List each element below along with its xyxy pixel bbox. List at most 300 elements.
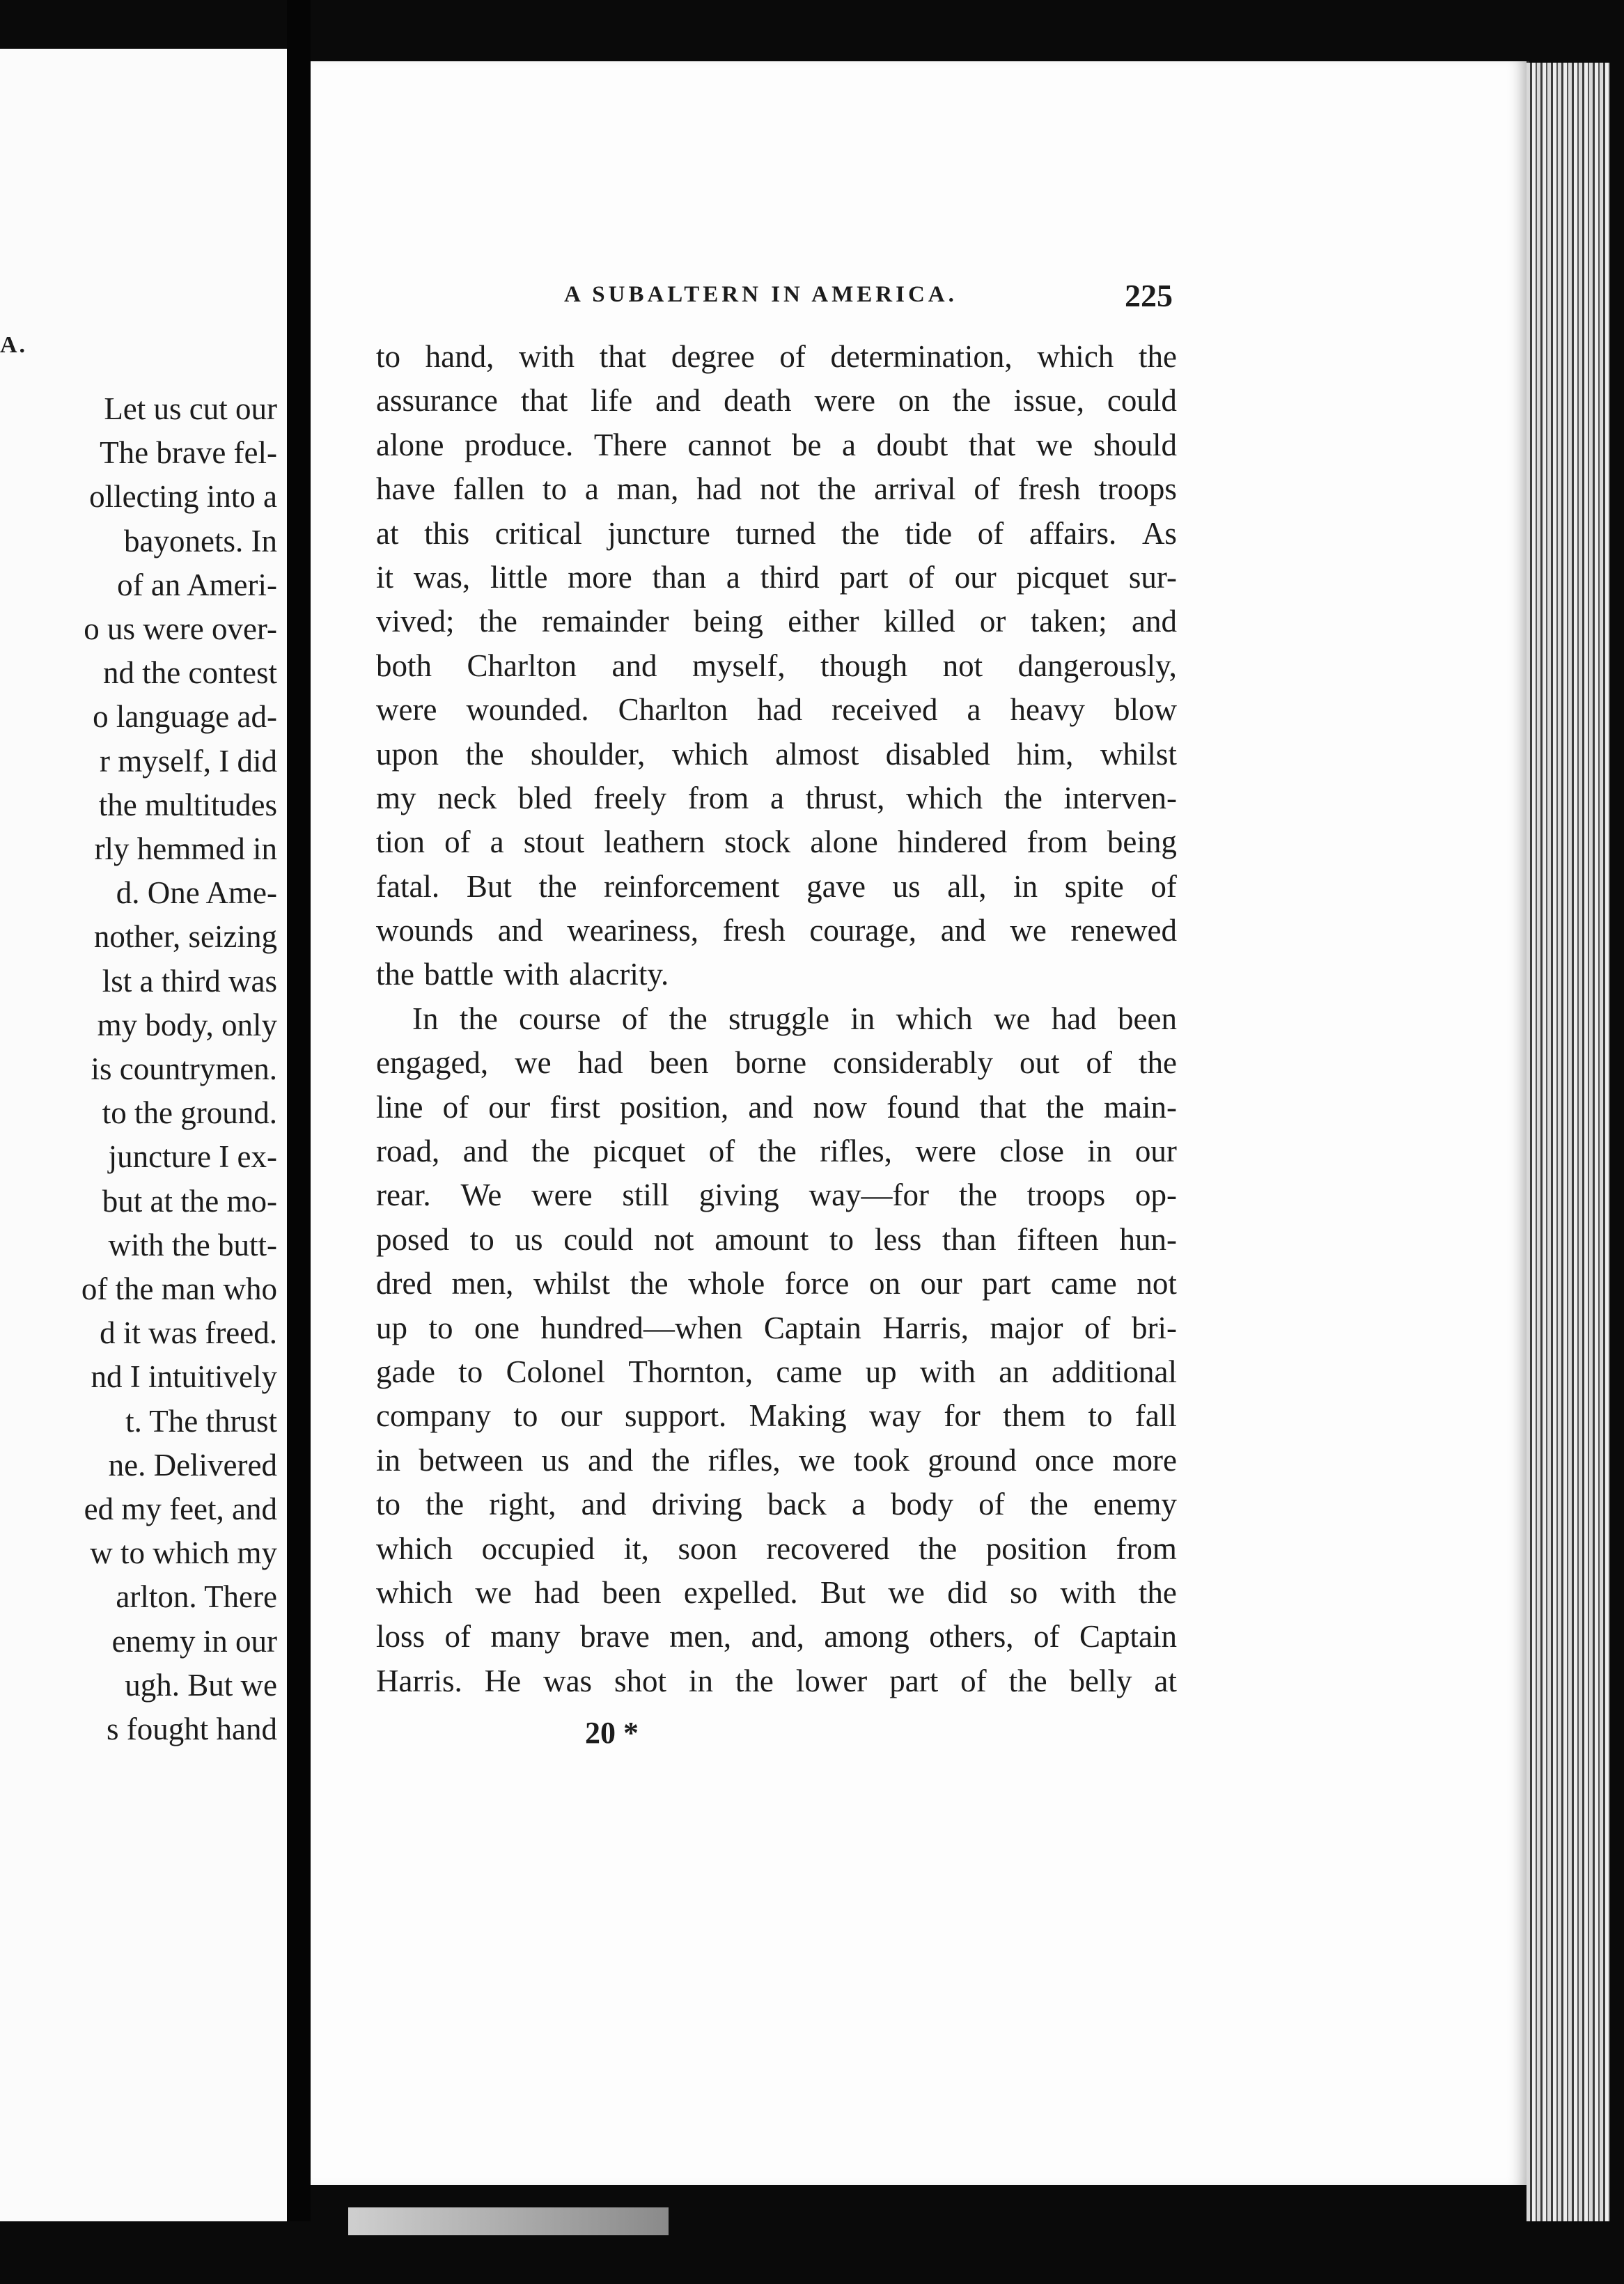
word: which bbox=[1037, 339, 1114, 374]
word: considerably bbox=[833, 1045, 993, 1081]
word: we bbox=[475, 1574, 512, 1610]
word: of bbox=[708, 1134, 735, 1169]
text-line bbox=[376, 824, 1177, 870]
word: that bbox=[599, 339, 647, 374]
word: us bbox=[515, 1221, 543, 1257]
word: our bbox=[954, 559, 997, 595]
word: we bbox=[1010, 913, 1047, 948]
word: which bbox=[376, 1531, 453, 1566]
word: of bbox=[1086, 1045, 1112, 1081]
word: vived; bbox=[376, 604, 455, 639]
word: picquet bbox=[593, 1134, 686, 1169]
word: and bbox=[655, 383, 701, 419]
word: for bbox=[944, 1398, 981, 1434]
word: took bbox=[853, 1442, 909, 1478]
word: of bbox=[1150, 868, 1177, 904]
word: than bbox=[942, 1221, 997, 1257]
word: not bbox=[942, 648, 983, 683]
word: course bbox=[519, 1001, 601, 1036]
word: hun- bbox=[1119, 1221, 1177, 1257]
word: could bbox=[1107, 383, 1177, 419]
word: road, bbox=[376, 1134, 440, 1169]
word: one bbox=[474, 1310, 520, 1345]
word: picquet bbox=[1016, 559, 1109, 595]
word: to bbox=[458, 1354, 483, 1389]
word: lower bbox=[795, 1663, 868, 1698]
word: way—for bbox=[809, 1178, 930, 1213]
left-text-line: s fought hand bbox=[107, 1712, 277, 1746]
word: either bbox=[788, 604, 859, 639]
word: shoulder, bbox=[530, 736, 646, 772]
word: wounds bbox=[376, 913, 474, 948]
book-gutter bbox=[287, 0, 311, 2284]
left-text-line: bayonets. In bbox=[124, 523, 277, 558]
word: company bbox=[376, 1398, 491, 1434]
word: rifles, bbox=[708, 1442, 781, 1478]
word: was bbox=[543, 1663, 593, 1698]
word: less bbox=[874, 1221, 922, 1257]
word: could bbox=[563, 1221, 634, 1257]
word: with bbox=[1060, 1574, 1116, 1610]
text-line bbox=[376, 1400, 1177, 1444]
word: little bbox=[490, 559, 548, 595]
word: thrust, bbox=[805, 780, 885, 815]
word: dangerously, bbox=[1017, 648, 1177, 683]
word: of bbox=[1084, 1310, 1111, 1345]
word: in bbox=[850, 1001, 875, 1036]
left-text-line: The brave fel- bbox=[100, 435, 277, 471]
word: the bbox=[841, 515, 880, 551]
word: men, bbox=[669, 1619, 732, 1655]
left-text-line: nd I intuitively bbox=[91, 1359, 277, 1395]
word: disabled bbox=[885, 736, 990, 772]
left-text-line: rly hemmed in bbox=[94, 831, 277, 866]
word: freely bbox=[593, 780, 667, 815]
word: of bbox=[442, 1089, 469, 1125]
left-text-line: ed my feet, and bbox=[84, 1492, 277, 1526]
word: were bbox=[814, 383, 875, 419]
word: op- bbox=[1134, 1178, 1177, 1213]
left-text-line: to the ground. bbox=[102, 1095, 277, 1131]
word: third bbox=[760, 559, 820, 595]
word: the bbox=[735, 1663, 774, 1698]
text-line bbox=[376, 1047, 1177, 1091]
word: to bbox=[542, 471, 568, 507]
word: produce. bbox=[464, 427, 574, 462]
left-text-line: nd the contest bbox=[103, 655, 277, 691]
word: hundred—when bbox=[540, 1310, 743, 1345]
text-line bbox=[376, 915, 1177, 959]
word: in bbox=[688, 1663, 713, 1698]
left-text-line: my body, only bbox=[97, 1007, 277, 1042]
word: death bbox=[724, 383, 792, 419]
word: from bbox=[1026, 824, 1088, 860]
word: a bbox=[851, 1487, 866, 1522]
text-line bbox=[376, 1310, 1177, 1356]
word: our bbox=[920, 1266, 962, 1301]
word: fall bbox=[1134, 1398, 1177, 1434]
word: it bbox=[376, 559, 394, 595]
word: fresh bbox=[722, 913, 786, 948]
word: both bbox=[376, 648, 432, 683]
word: support. bbox=[625, 1398, 727, 1434]
word: giving bbox=[698, 1178, 779, 1213]
text-line bbox=[376, 559, 1177, 606]
word: up bbox=[376, 1310, 407, 1345]
word: out bbox=[1019, 1045, 1060, 1081]
word: the bbox=[1138, 1574, 1177, 1610]
word: affairs. bbox=[1029, 515, 1117, 551]
text-line bbox=[376, 341, 1177, 385]
word: Captain bbox=[763, 1310, 861, 1345]
text-line bbox=[376, 606, 1177, 650]
word: that bbox=[520, 383, 568, 419]
text-line bbox=[376, 1136, 1177, 1180]
word: position, bbox=[619, 1089, 729, 1125]
word: our bbox=[560, 1398, 602, 1434]
word: all, bbox=[947, 868, 987, 904]
word: still bbox=[622, 1178, 669, 1213]
word: issue, bbox=[1013, 383, 1084, 419]
word: and bbox=[611, 648, 657, 683]
word: part bbox=[889, 1663, 939, 1698]
word: killed bbox=[884, 604, 955, 639]
word: the bbox=[1029, 1487, 1068, 1522]
word: been bbox=[649, 1045, 709, 1081]
word: up bbox=[865, 1354, 897, 1389]
word: occupied bbox=[481, 1531, 595, 1566]
word: body bbox=[891, 1487, 954, 1522]
word: leathern bbox=[604, 824, 705, 860]
word: rifles, bbox=[820, 1134, 892, 1169]
text-line bbox=[376, 515, 1177, 562]
word: whilst bbox=[533, 1266, 611, 1301]
word: blow bbox=[1114, 692, 1177, 728]
word: had bbox=[577, 1045, 623, 1081]
word: Captain bbox=[1079, 1619, 1177, 1655]
word: with bbox=[919, 1354, 976, 1389]
word: had bbox=[757, 692, 803, 728]
left-text-line: of an Ameri- bbox=[117, 567, 277, 602]
word: came bbox=[776, 1354, 843, 1389]
left-text-line: Let us cut our bbox=[104, 391, 277, 426]
word: from bbox=[687, 780, 749, 815]
text-line bbox=[376, 1621, 1177, 1665]
left-text-line: d it was freed. bbox=[100, 1315, 277, 1351]
word: and bbox=[588, 1442, 634, 1478]
word: not bbox=[1137, 1266, 1177, 1301]
left-text-line: o language ad- bbox=[93, 699, 277, 735]
left-text-line: of the man who bbox=[81, 1272, 277, 1306]
word: As bbox=[1141, 515, 1177, 551]
word: have bbox=[376, 471, 435, 507]
page-edges bbox=[1527, 63, 1610, 2221]
word: upon bbox=[376, 736, 439, 772]
word: first bbox=[549, 1089, 600, 1125]
word: us bbox=[541, 1442, 570, 1478]
word: Colonel bbox=[506, 1354, 606, 1389]
word: the bbox=[531, 1134, 570, 1169]
word: was, bbox=[413, 559, 471, 595]
word: the bbox=[669, 1001, 708, 1036]
word: the bbox=[758, 1134, 797, 1169]
word: degree bbox=[671, 339, 755, 374]
word: of bbox=[960, 1663, 987, 1698]
left-text-line: d. One Ame- bbox=[116, 875, 277, 911]
word: fresh bbox=[1017, 471, 1081, 507]
word: we bbox=[798, 1442, 836, 1478]
word: bled bbox=[517, 780, 572, 815]
word: many bbox=[490, 1619, 561, 1655]
word: being bbox=[1107, 824, 1177, 860]
word: remainder bbox=[542, 604, 669, 639]
word: the bbox=[1045, 1089, 1084, 1125]
word: heavy bbox=[1010, 692, 1085, 728]
word: myself, bbox=[692, 648, 786, 683]
word: fatal. bbox=[376, 868, 440, 904]
word: men, bbox=[451, 1266, 514, 1301]
word: juncture bbox=[607, 515, 710, 551]
word: the bbox=[1004, 780, 1043, 815]
word: to bbox=[428, 1310, 453, 1345]
word: and bbox=[581, 1487, 627, 1522]
word: though bbox=[820, 648, 908, 683]
word: them bbox=[1003, 1398, 1066, 1434]
word: and bbox=[748, 1089, 794, 1125]
left-running-head: A. bbox=[0, 332, 28, 358]
word: critical bbox=[494, 515, 582, 551]
text-line bbox=[376, 1442, 1177, 1489]
bottom-margin bbox=[0, 2221, 1624, 2284]
word: alone bbox=[810, 824, 878, 860]
word: troops bbox=[1026, 1178, 1106, 1213]
word: right, bbox=[489, 1487, 556, 1522]
text-line bbox=[376, 650, 1177, 694]
word: the bbox=[818, 471, 857, 507]
word: gade bbox=[376, 1354, 435, 1389]
word: and bbox=[940, 913, 986, 948]
text-line bbox=[376, 694, 1177, 738]
word: of bbox=[779, 339, 806, 374]
word: additional bbox=[1052, 1354, 1177, 1389]
word: been bbox=[602, 1574, 662, 1610]
word: a bbox=[967, 692, 981, 728]
word: the bbox=[952, 383, 991, 419]
word: line bbox=[376, 1089, 423, 1125]
word: hindered bbox=[897, 824, 1008, 860]
text-line bbox=[376, 427, 1177, 474]
word: now bbox=[813, 1089, 867, 1125]
word: to bbox=[469, 1221, 494, 1257]
word: close bbox=[999, 1134, 1064, 1169]
word: major bbox=[990, 1310, 1063, 1345]
word: with bbox=[503, 957, 559, 992]
word: life bbox=[591, 383, 633, 419]
word: it, bbox=[623, 1531, 649, 1566]
word: There bbox=[593, 427, 667, 462]
word: my bbox=[376, 780, 416, 815]
left-page bbox=[0, 49, 287, 2221]
word: battle bbox=[423, 957, 494, 992]
word: that bbox=[979, 1089, 1026, 1125]
word: of bbox=[621, 1001, 648, 1036]
word: force bbox=[784, 1266, 850, 1301]
word: shot bbox=[614, 1663, 667, 1698]
word: had bbox=[696, 471, 742, 507]
word: Harris. bbox=[376, 1663, 462, 1698]
word: among bbox=[824, 1619, 909, 1655]
word: He bbox=[484, 1663, 522, 1698]
word: received bbox=[831, 692, 938, 728]
word: an bbox=[999, 1354, 1029, 1389]
word: spite bbox=[1064, 868, 1124, 904]
word: the bbox=[1139, 1045, 1177, 1081]
word: struggle bbox=[728, 1001, 829, 1036]
word: back bbox=[767, 1487, 827, 1522]
word: of bbox=[1033, 1619, 1060, 1655]
word: once bbox=[1035, 1442, 1095, 1478]
left-text-line: ugh. But we bbox=[125, 1667, 277, 1703]
word: cannot bbox=[687, 427, 772, 462]
word: had bbox=[1051, 1001, 1097, 1036]
word: to bbox=[1088, 1398, 1113, 1434]
word: to bbox=[376, 1487, 401, 1522]
word: of bbox=[978, 1487, 1005, 1522]
text-line bbox=[376, 385, 1177, 429]
word: sur- bbox=[1128, 559, 1177, 595]
text-line bbox=[376, 1533, 1177, 1577]
word: borne bbox=[735, 1045, 807, 1081]
word: more bbox=[1112, 1442, 1177, 1478]
word: But bbox=[466, 868, 512, 904]
text-line bbox=[376, 1574, 1177, 1621]
word: were bbox=[915, 1134, 976, 1169]
word: wounded. bbox=[466, 692, 589, 728]
word: our bbox=[488, 1089, 531, 1125]
word: loss bbox=[376, 1619, 425, 1655]
left-text-line: the multitudes bbox=[98, 787, 277, 822]
word: the bbox=[1138, 339, 1177, 374]
word: taken; bbox=[1030, 604, 1107, 639]
word: of bbox=[444, 824, 471, 860]
word: on bbox=[898, 383, 930, 419]
text-line bbox=[376, 959, 1177, 1003]
word: the bbox=[459, 1001, 498, 1036]
text-line bbox=[376, 1003, 1177, 1047]
word: man, bbox=[616, 471, 679, 507]
word: ground bbox=[928, 1442, 1017, 1478]
left-text-line: but at the mo- bbox=[102, 1183, 277, 1219]
word: brave bbox=[579, 1619, 650, 1655]
word: in bbox=[1087, 1134, 1112, 1169]
word: rear. bbox=[376, 1178, 431, 1213]
word: to bbox=[829, 1221, 854, 1257]
word: tion bbox=[376, 824, 425, 860]
left-text-line: ollecting into a bbox=[89, 479, 277, 515]
word: found bbox=[887, 1089, 960, 1125]
word: the bbox=[425, 1487, 464, 1522]
word: more bbox=[568, 559, 632, 595]
word: doubt bbox=[876, 427, 948, 462]
word: or bbox=[979, 604, 1006, 639]
word: a bbox=[726, 559, 740, 595]
word: and, bbox=[751, 1619, 804, 1655]
left-text-line: juncture I ex- bbox=[108, 1139, 277, 1175]
word: be bbox=[791, 427, 822, 462]
word: of bbox=[444, 1619, 471, 1655]
word: belly bbox=[1069, 1663, 1132, 1698]
word: driving bbox=[651, 1487, 742, 1522]
word: Harris, bbox=[882, 1310, 969, 1345]
word: posed bbox=[376, 1221, 449, 1257]
word: soon bbox=[678, 1531, 737, 1566]
word: were bbox=[376, 692, 437, 728]
word: of bbox=[974, 471, 1000, 507]
word: a bbox=[842, 427, 857, 462]
word: not bbox=[654, 1221, 694, 1257]
word: came bbox=[1050, 1266, 1117, 1301]
word: turned bbox=[735, 515, 816, 551]
text-line bbox=[376, 1089, 1177, 1136]
word: him, bbox=[1017, 736, 1074, 772]
word: this bbox=[424, 515, 470, 551]
word: But bbox=[820, 1574, 866, 1610]
word: did bbox=[947, 1574, 987, 1610]
word: enemy bbox=[1093, 1487, 1177, 1522]
word: should bbox=[1093, 427, 1177, 462]
text-line bbox=[376, 736, 1177, 783]
word: fallen bbox=[453, 471, 525, 507]
word: renewed bbox=[1070, 913, 1177, 948]
word: the bbox=[538, 868, 577, 904]
word: troops bbox=[1098, 471, 1177, 507]
word: to bbox=[376, 339, 401, 374]
word: not bbox=[759, 471, 800, 507]
running-head: A SUBALTERN IN AMERICA. bbox=[564, 282, 958, 307]
word: so bbox=[1010, 1574, 1038, 1610]
page-number: 225 bbox=[1125, 278, 1173, 313]
word: which bbox=[671, 736, 749, 772]
word: that bbox=[968, 427, 1016, 462]
word: courage, bbox=[809, 913, 917, 948]
signature-mark: 20 * bbox=[585, 1716, 639, 1750]
word: in bbox=[376, 1442, 401, 1478]
word: Thornton, bbox=[628, 1354, 754, 1389]
text-line bbox=[376, 1356, 1177, 1400]
word: at bbox=[376, 515, 399, 551]
word: amount bbox=[715, 1221, 809, 1257]
word: main- bbox=[1103, 1089, 1177, 1125]
left-text-line: arlton. There bbox=[116, 1579, 277, 1615]
left-text-line: nother, seizing bbox=[93, 919, 277, 955]
word: fifteen bbox=[1017, 1221, 1099, 1257]
word: recovered bbox=[766, 1531, 890, 1566]
word: way bbox=[869, 1398, 921, 1434]
left-text-line: lst a third was bbox=[102, 963, 277, 999]
word: had bbox=[534, 1574, 580, 1610]
word: the bbox=[1008, 1663, 1047, 1698]
text-line bbox=[376, 780, 1177, 827]
word: whole bbox=[688, 1266, 765, 1301]
word: at bbox=[1154, 1663, 1177, 1698]
word: a bbox=[770, 780, 784, 815]
word: stout bbox=[523, 824, 585, 860]
word: In bbox=[412, 1001, 439, 1036]
word: arrival bbox=[874, 471, 956, 507]
word: were bbox=[531, 1178, 593, 1213]
word: We bbox=[460, 1178, 502, 1213]
word: stock bbox=[724, 824, 791, 860]
